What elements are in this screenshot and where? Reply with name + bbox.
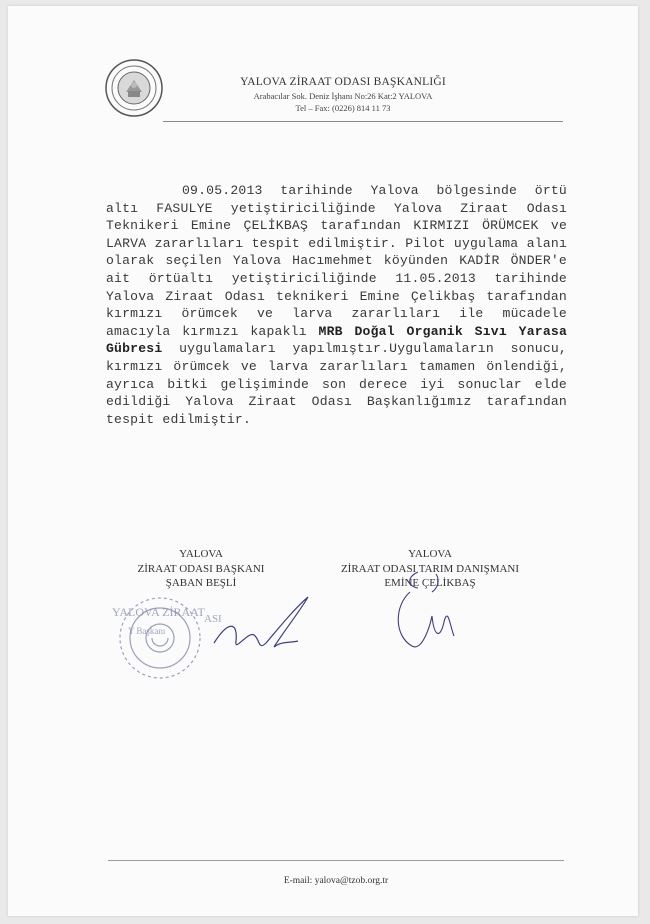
body-paragraph-part1: 09.05.2013 tarihinde Yalova bölgesinde örtü altı FASULYE yetiştiriciliğinde Yalova Ziraat Odası Teknikeri Emine ÇELİKBAŞ tarafından KIRMIZI ÖRÜMCEK ve LARVA zararlıları tespit edilmiştir. Pilot uygulama alanı olarak seçilen Yalova Hacımehmet köyünden KADİR ÖNDER'e ait örtüaltı yetiştiriciliğinde 11.05.2013 tarihinde Yalova Ziraat Odası teknikeri Emine Çelikbaş tarafından kırmızı örümcek ve larva zararlıları ile mücadele amacıyla kırmızı kapaklı bbox=[106, 183, 567, 339]
president-signature-icon bbox=[208, 591, 318, 661]
svg-text:ASI: ASI bbox=[204, 613, 222, 625]
product-name: MRB Doğal Organik Sıvı Yarasa Gübresi bbox=[106, 323, 568, 357]
chamber-logo-icon bbox=[104, 58, 164, 118]
svg-text:YALOVA ZİRAAT: YALOVA ZİRAAT bbox=[112, 605, 205, 619]
body-paragraph-part2: uygulamaları yapılmıştır.Uygulamaların sonucu, kırmızı örümcek ve larva zararlıları tamamen önlendiği, ayrıca bitki gelişiminde son derece iyi sonuclar elde edildiği Yalova Ziraat Odası Başkanlığımız tarafından tespit edilmiştir. bbox=[106, 341, 567, 427]
header-title: YALOVA ZİRAAT ODASI BAŞKANLIĞI bbox=[240, 76, 446, 88]
footer-email: E-mail: yalova@tzob.org.tr bbox=[283, 876, 389, 886]
sig-left-name: ŞABAN BEŞLİ bbox=[165, 577, 237, 589]
svg-text:Y Başkanı: Y Başkanı bbox=[128, 626, 166, 636]
letter-body bbox=[106, 182, 567, 428]
letter-page bbox=[8, 6, 638, 916]
advisor-signature-icon bbox=[388, 566, 468, 656]
sig-left-line2: ZİRAAT ODASI BAŞKANI bbox=[137, 562, 265, 575]
header-phone: Tel – Fax: (0226) 814 11 73 bbox=[295, 103, 391, 113]
footer-divider bbox=[108, 860, 564, 861]
header-divider bbox=[163, 121, 563, 122]
sig-right-line1: YALOVA bbox=[408, 548, 452, 560]
sig-right-line2: ZİRAAT ODASI TARIM DANIŞMANI bbox=[340, 562, 520, 575]
sig-right-name: EMİNE ÇELİKBAŞ bbox=[384, 577, 476, 589]
header-address: Arabacılar Sok. Deniz İşhanı No:26 Kat:2 YALOVA bbox=[253, 91, 433, 101]
sig-left-line1: YALOVA bbox=[179, 548, 223, 560]
